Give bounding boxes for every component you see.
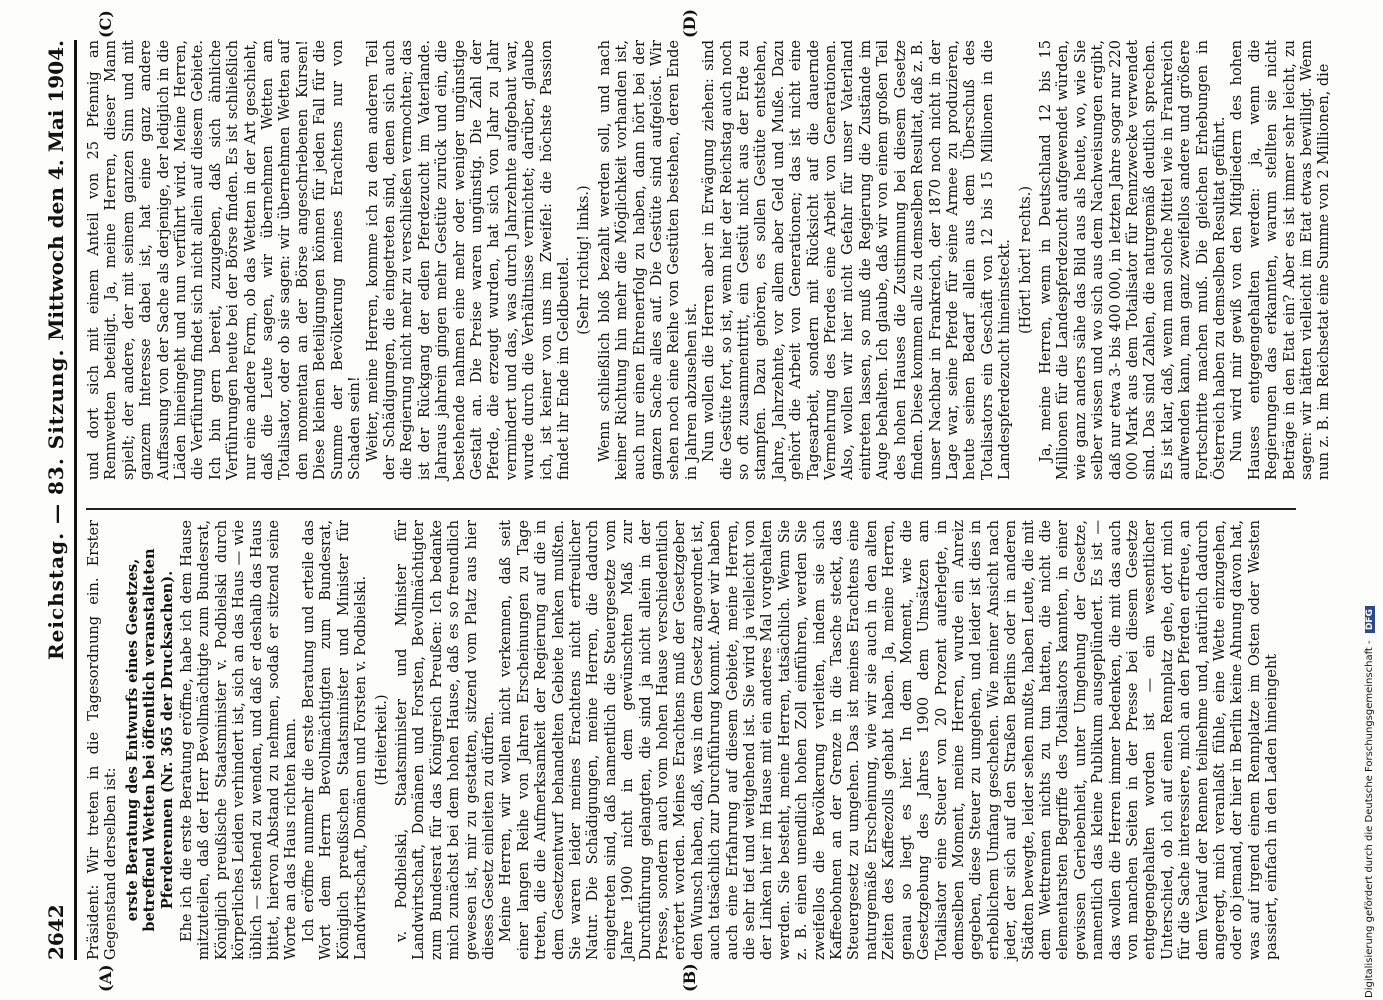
agenda-item: erste Beratung des Entwurfs eines Gesetzes, betreffend Wetten bei öffentlich veranstalteten Pferderennen (Nr. 365 der Drucksachen). bbox=[123, 548, 176, 932]
paragraph: Ja, meine Herren, wenn in Deutschland 12 bis 15 Millionen für die Landespferdezucht aufgewendet würden, wie ganz anders sähe das Bild aus als heute, wo, wie Sie selber wissen und wo sich aus dem Nachweisungen ergibt, daß nur etwa 3- bis 400 000, in letzten Jahre sogar nur 220 000 Mark aus dem Totalisator für Rennzwecke verwendet sind. Das sind Zahlen, die naturgemäß deutlich sprechen. Es ist klar, daß, wenn man solche Mittel wie in Frankreich aufwenden kann, man ganz zweifellos andere und größere Fortschritte machen muß. Die gleichen Erhebungen in Österreich haben zu demselben Resultat geführt. bbox=[1037, 40, 1228, 480]
paragraph: Nun wollen die Herren aber in Erwägung ziehen: sind die Gestüte fort, so ist, wenn hier der Reichstag auch noch so oft zusammentritt, ein Gestüt nicht aus der Erde zu stampfen. Dazu gehören, es sollen Gestüte entstehen, Jahre, Jahrzehnte, vor allem aber Geld und Muße. Dazu gehört die Arbeit von Generationen; das ist nicht eine Tagesarbeit, sondern mit Rücksicht auf die dauernde Vermehrung des Pferdes eine Arbeit von Generationen. Also, wollen wir hier nicht Gefahr für unser Vaterland eintreten lassen, so muß die Regierung die Zustände im Auge behalten. Ich glaube, daß wir von einem großen Teil des hohen Hauses die Zustimmung bei diesem Gesetze finden. Diese kommen alle zu demselben Resultat, daß z. B. unser Nachbar in Frankreich, der 1870 noch nicht in der Lage war, seine Pferde für seine Armee zu produzieren, heute seinen Bedarf allein aus dem Überschuß des Totalisators ein Geschäft von 12 bis 15 Millionen in die Landespferdezucht hineinsteckt. bbox=[701, 39, 1014, 480]
margin-marker-a: (A) bbox=[96, 964, 115, 992]
margin-marker-c: (C) bbox=[96, 10, 115, 38]
header-title: Reichstag. — 83. Sitzung. bbox=[44, 348, 68, 660]
paragraph: Ich eröffne nunmehr die erste Beratung und erteile das Wort dem Herrn Bevollmächtigten zum Bundesrat, Königlich preußischen Staatsminister und Minister für Landwirtschaft, Domänen und Forsten v. Podbielski. bbox=[300, 520, 370, 960]
column-divider bbox=[86, 508, 1296, 510]
paragraph: Wenn schließlich bloß bezahlt werden soll, und nach keiner Richtung hin mehr die Möglichkeit vorhanden ist, auch nur einen Ehrenerfolg zu haben, dann hört bei der ganzen Sache alles auf. Die Gestüte sind aufgelöst. Wir sehen noch eine Reihe von Gestüten bestehen, deren Ende in Jahren abzusehen ist. bbox=[596, 40, 700, 480]
paragraph: Meine Herren, wir wollen nicht verkennen, daß seit einer langen Reihe von Jahren Erscheinungen zu Tage treten, die die Aufmerksamkeit der Regierung auf die in dem Gesetzentwurf behandelten Gebiete lenken mußten. Sie waren leider meines Erachtens nicht erfreulicher Natur. Die Schädigungen, meine Herren, die dadurch eingetreten sind, daß namentlich die Steuergesetze vom Jahre 1900 nicht in dem gewünschten Maß zur Durchführung gelangten, die sind ja nicht allein in der Presse, sondern auch vom hohen Hause verschiedentlich erörtert worden. Meines Erachtens muß der Gesetzgeber den Wunsch haben, daß, was in dem Gesetz angeordnet ist, auch tatsächlich zur Durchführung kommt. Aber wir haben auch eine Erfahrung auf diesem Gebiete, meine Herren, die sehr tief und weitgehend ist. Sie wird ja vielleicht von der Linken hier im Hause mit ein anderes Mal vorgehalten werden. Sie besteht, meine Herren, tatsächlich. Wenn Sie z. B. einen unendlich hohen Zoll einführen, werden Sie zweifellos die Bevölkerung verleiten, indem sie sich Kaffeebohnen an der Grenze in die Tasche steckt, das Steuergesetz zu umgehen. Das ist meines Erachtens eine naturgemäße Erscheinung, wie wir sie auch in den alten Zeiten des Kaffeezolls gehabt haben. Ja, meine Herren, genau so liegt es hier. In dem Moment, wie die Gesetzgebung des Jahres 1900 dem Umsätzen am Totalisator eine Steuer von 20 Prozent auferlegte, in demselben Moment, meine Herren, wurde ein Anreiz gegeben, diese Steuer zu umgehen, und leider ist dies in erheblichem Umfang geschehen. Wie meiner Ansicht nach jeder, der sich auf den Straßen Berlins oder in anderen Städten bewegte, leider sehen mußte, haben Leute, die mit dem Wettrennen nichts zu tun hatten, die nicht die elementarsten Begriffe des Totalisators kannten, in einer gewissen Geriebenheit, unter Umgehung der Gesetze, namentlich das kleine Publikum ausgeplündert. Es ist — das wollen die Herren immer bedenken, die mit das auch von manchen Seiten in der Presse bei diesem Gesetze entgegengehalten worden ist — ein wesentlicher Unterschied, ob ich auf einen Rennplatz gehe, dort mich für die Sache interessiere, mich an den Pferden erfreue, an dem Verlauf der Rennen teilnehme und, natürlich dadurch angeregt, mich veranlaßt fühle, eine Wette einzugehen, oder ob jemand, der hier in Berlin keine Ahnung davon hat, was auf irgend einem Rennplatze im Osten oder Westen passiert, einfach in den Laden hineingeht bbox=[498, 520, 1281, 960]
interjection: (Heiterkeit.) bbox=[373, 694, 390, 786]
paragraph: v. Podbielski, Staatsminister und Minister für Landwirtschaft, Domänen und Forsten, Bevollmächtigter zum Bundesrat für das Königreich Preußen: Ich bedanke mich zunächst bei dem hohen Hause, daß es so freundlich gewesen ist, mir zu gestatten, sitzend vom Platz aus hier dieses Gesetz einleiten zu dürfen. bbox=[393, 520, 497, 960]
paragraph: Präsident: Wir treten in die Tagesordnung ein. Erster Gegenstand derselben ist: bbox=[86, 520, 120, 960]
right-column bbox=[86, 39, 1333, 480]
paragraph: Nun wird mir gewiß von den Mitgliedern des hohen Hauses entgegengehalten werden: ja, wenn die Regierungen das erkannten, warum stellten sie nicht Beträge in den Etat ein? Aber es ist immer sehr leicht, zu sagen: wir hätten vielleicht im Etat etwas bewilligt. Wenn nun z. B. im Reichsetat eine Summe von 2 Millionen, die bbox=[1229, 40, 1333, 480]
margin-marker-d: (D) bbox=[680, 8, 699, 38]
interjection: (Hört! hört! rechts.) bbox=[1017, 186, 1034, 334]
left-column bbox=[86, 520, 1296, 960]
page-header bbox=[40, 40, 77, 960]
margin-marker-b: (B) bbox=[680, 963, 699, 992]
paragraph: Weiter, meine Herren, komme ich zu dem anderen Teil der Schädigungen, die eingetreten sind, denen sich auch die Regierung nicht mehr zu verschließen vermochten; das ist der Rückgang der edlen Pferdezucht im Vaterlande. Jahraus jahrein gingen mehr Gestüte zurück und ein, die bestehende nahmen eine mehr oder weniger ungünstige Gestalt an. Die Preise waren ungünstig. Die Zahl der Pferde, die erzeugt wurden, hat sich von Jahr zu Jahr vermindert und das, was durch Jahrzehnte aufgebaut war, wurde durch die Verhältnisse vernichtet; darüber, glaube ich, ist keiner von uns im Zweifel: die höchste Passion findet ihr Ende im Geldbeutel. bbox=[364, 40, 572, 480]
digitization-credit bbox=[1364, 0, 1380, 1000]
paragraph: und dort sich mit einem Anteil von 25 Pfennig an Rennwetten beteiligt. Ja, meine Herren, dieser Mann spielt; der andere, der mit seinem ganzen Sinn und mit ganzem Interesse dabei ist, hat eine ganz andere Auffassung von der Sache als derjenige, der lediglich in die Läden hineingeht und nun verführt wird. Meine Herren, die Verführung findet sich nicht allein auf diesem Gebiete. Ich bin gern bereit, zuzugeben, daß sich ähnliche Verführungen heute bei der Börse finden. Es ist schließlich nur eine andere Form, ob das Wetten in der Art geschieht, daß die Leute sagen, wir übernehmen Wetten am Totalisator, oder ob sie sagen: wir übernehmen Wetten auf den momentan an der Börse angeschriebenen Kursen! Diese kleinen Beteiligungen können für jeden Fall für die Summe der Bevölkerung meines Erachtens nur von Schaden sein! bbox=[86, 40, 364, 480]
header-date: Mittwoch den 4. Mai 1904. bbox=[44, 40, 68, 341]
page-number: 2642 bbox=[44, 904, 68, 960]
paragraph: Ehe ich die erste Beratung eröffne, habe ich dem Hause mitzuteilen, daß der Herr Bevollmächtigte zum Bundesrat, Königlich preußische Staatsminister v. Podbielski durch körperliches Leiden verhindert ist, sich an das Haus — wie üblich — stehend zu wenden, und daß er deshalb das Haus bittet, hiervon Abstand zu nehmen, sodaß er sitzend seine Worte an das Haus richten kann. bbox=[179, 520, 300, 960]
credit-text: Digitalisierung gefördert durch die Deutsche Forschungsgemeinschaft - bbox=[1364, 640, 1375, 998]
interjection: (Sehr richtig! links.) bbox=[576, 185, 593, 335]
dfg-logo-icon: DFG bbox=[1365, 606, 1375, 633]
